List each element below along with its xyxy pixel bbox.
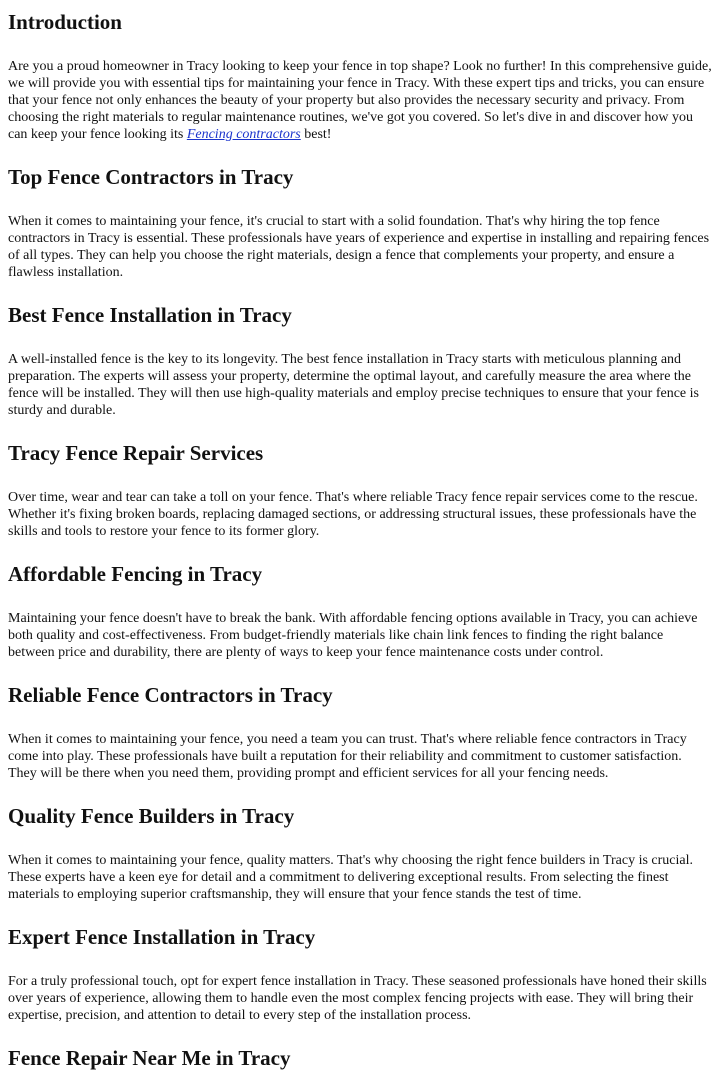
section-heading: Best Fence Installation in Tracy [8, 303, 292, 327]
section-quality-fence-builders [8, 802, 712, 903]
section-heading: Expert Fence Installation in Tracy [8, 925, 316, 949]
fencing-contractors-link[interactable]: Fencing contractors [186, 127, 301, 142]
section-fence-repair-near-me [8, 1044, 712, 1072]
section-paragraph: When it comes to maintaining your fence, it's crucial to start with a solid foundation. That's why hiring the top fence contractors in Tracy is essential. These professionals have years of experience and expertise in installing and repairing fences of all types. They can help you choose the right materials, design a fence that complements your property, and ensure a flawless installation. [8, 214, 710, 280]
section-heading: Affordable Fencing in Tracy [8, 562, 263, 586]
section-paragraph: Maintaining your fence doesn't have to break the bank. With affordable fencing options available in Tracy, you can achieve both quality and cost-effectiveness. From budget-friendly materials like chain link fences to finding the right balance between price and durability, there are plenty of ways to keep your fence maintenance costs under control. [8, 611, 698, 660]
section-paragraph [8, 58, 712, 143]
section-heading: Fence Repair Near Me in Tracy [8, 1046, 291, 1070]
section-heading: Quality Fence Builders in Tracy [8, 804, 295, 828]
section-heading: Introduction [8, 10, 122, 34]
section-top-fence-contractors [8, 163, 712, 281]
section-paragraph: Over time, wear and tear can take a toll on your fence. That's where reliable Tracy fence repair services come to the rescue. Whether it's fixing broken boards, replacing damaged sections, or addressing structural issues, these professionals have the skills and tools to restore your fence to its former glory. [8, 490, 698, 539]
section-heading: Reliable Fence Contractors in Tracy [8, 683, 333, 707]
section-fence-repair-services [8, 439, 712, 540]
section-affordable-fencing [8, 560, 712, 661]
section-heading: Top Fence Contractors in Tracy [8, 165, 294, 189]
section-heading: Tracy Fence Repair Services [8, 441, 264, 465]
paragraph-text: best! [300, 127, 332, 142]
section-paragraph: A well-installed fence is the key to its longevity. The best fence installation in Tracy starts with meticulous planning and preparation. The experts will assess your property, determine the optimal layout, and carefully measure the area where the fence will be installed. They will then use high-quality materials and employ precise techniques to ensure that your fence is sturdy and durable. [8, 352, 699, 418]
section-introduction [8, 8, 712, 143]
section-best-fence-installation [8, 301, 712, 419]
paragraph-text: Are you a proud homeowner in Tracy looking to keep your fence in top shape? Look no further! In this comprehensive guide, we will provide you with essential tips for maintaining your fence in Tracy. With these expert tips and tricks, you can ensure that your fence not only enhances the beauty of your property but also provides the necessary security and privacy. From choosing the right materials to regular maintenance routines, we've got you covered. So let's dive in and discover how you can keep your fence looking its [8, 59, 712, 142]
section-reliable-fence-contractors [8, 681, 712, 782]
section-paragraph: For a truly professional touch, opt for expert fence installation in Tracy. These seasoned professionals have honed their skills over years of experience, allowing them to handle even the most complex fencing projects with ease. They will bring their expertise, precision, and attention to detail to every step of the installation process. [8, 974, 707, 1023]
section-paragraph: When it comes to maintaining your fence, you need a team you can trust. That's where reliable fence contractors in Tracy come into play. These professionals have built a reputation for their reliability and commitment to customer satisfaction. They will be there when you need them, providing prompt and efficient services for all your fencing needs. [8, 732, 687, 781]
section-expert-fence-installation [8, 923, 712, 1024]
section-paragraph: When it comes to maintaining your fence, quality matters. That's why choosing the right fence builders in Tracy is crucial. These experts have a keen eye for detail and a commitment to delivering exceptional results. From selecting the finest materials to employing superior craftsmanship, they will ensure that your fence stands the test of time. [8, 853, 693, 902]
